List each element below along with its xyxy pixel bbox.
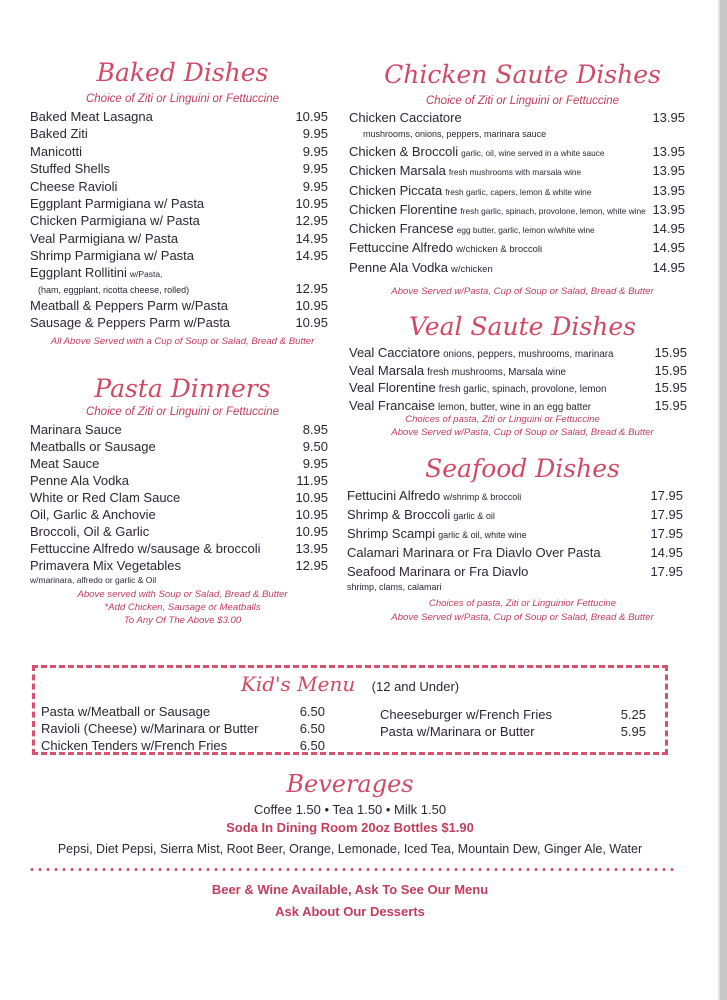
item-name bbox=[30, 297, 228, 315]
item-description: w/shrimp & broccoli bbox=[443, 492, 522, 502]
menu-item bbox=[30, 472, 328, 489]
item-name bbox=[30, 489, 180, 506]
item-subdescription: shrimp, clams, calamari bbox=[347, 582, 442, 592]
item-price: 9.95 bbox=[302, 178, 328, 194]
item-title: Veal Marsala bbox=[349, 362, 425, 378]
item-price: 14.95 bbox=[295, 248, 328, 264]
beverages-line-1: Coffee 1.50 • Tea 1.50 • Milk 1.50 bbox=[253, 802, 447, 817]
rollitini-detail-row bbox=[30, 280, 328, 297]
pasta-subtitle: Choice of Ziti or Linguini or Fettuccine bbox=[85, 406, 280, 418]
item-name bbox=[30, 314, 230, 332]
item-title: Veal Florentine bbox=[349, 380, 436, 395]
menu-item bbox=[349, 397, 687, 415]
item-name bbox=[30, 557, 181, 574]
item-price: 6.50 bbox=[299, 721, 325, 736]
kids-left-list bbox=[41, 703, 325, 754]
item-name bbox=[30, 540, 261, 557]
item-price: 6.50 bbox=[299, 704, 325, 719]
menu-item bbox=[30, 438, 328, 455]
item-price: 8.95 bbox=[302, 422, 328, 437]
pasta-note-2: *Add Chicken, Sausage or Meatballs bbox=[104, 602, 261, 613]
item-price: 14.95 bbox=[650, 545, 683, 560]
item-name bbox=[30, 472, 129, 489]
item-description: lemon, butter, wine in an egg batter bbox=[438, 401, 592, 413]
item-price: 13.95 bbox=[652, 144, 685, 159]
item-name bbox=[30, 108, 153, 125]
item-price: 15.95 bbox=[654, 345, 687, 360]
menu-item bbox=[380, 706, 646, 723]
kids-menu-box bbox=[32, 665, 668, 755]
item-price: 12.95 bbox=[295, 280, 328, 296]
item-name bbox=[30, 523, 149, 540]
menu-item bbox=[30, 108, 328, 125]
item-title: Chicken Francese bbox=[349, 221, 454, 237]
item-price: 14.95 bbox=[652, 259, 685, 275]
seafood-note-1: Choices of pasta, Ziti or Linguinior Fettucine bbox=[428, 598, 617, 609]
item-description: w/chicken & broccoli bbox=[456, 244, 543, 256]
item-title: Cheese Ravioli bbox=[30, 178, 118, 194]
menu-item bbox=[30, 557, 328, 574]
item-name bbox=[30, 212, 200, 229]
item-title: Calamari Marinara or Fra Diavlo Over Pasta bbox=[347, 545, 601, 560]
item-price: 12.95 bbox=[295, 213, 328, 229]
item-title: Pasta w/Meatball or Sausage bbox=[41, 704, 211, 719]
item-price: 9.95 bbox=[302, 143, 328, 159]
item-title: Pasta w/Marinara or Butter bbox=[380, 724, 535, 739]
item-name bbox=[380, 723, 535, 740]
item-description: w/chicken bbox=[451, 263, 493, 275]
item-title: Chicken Cacciatore bbox=[349, 110, 462, 125]
item-name bbox=[30, 125, 88, 142]
item-title: Oil, Garlic & Anchovie bbox=[30, 507, 156, 522]
item-price: 6.50 bbox=[299, 738, 325, 753]
veal-title: Veal Saute Dishes bbox=[409, 312, 636, 341]
veal-note-1: Choices of pasta, Ziti or Linguini or Fettuccine bbox=[405, 414, 600, 425]
menu-item bbox=[30, 212, 328, 229]
kids-right-list bbox=[380, 706, 646, 740]
item-name bbox=[30, 506, 156, 523]
item-price: 17.95 bbox=[650, 488, 683, 503]
item-price: 5.25 bbox=[620, 707, 646, 722]
item-price: 13.95 bbox=[652, 182, 685, 198]
pasta-title: Pasta Dinners bbox=[94, 374, 271, 403]
item-title: Chicken Marsala bbox=[349, 163, 446, 179]
menu-item bbox=[349, 110, 685, 126]
beverages-line-2: Soda In Dining Room 20oz Bottles $1.90 bbox=[226, 820, 474, 835]
item-price: 11.95 bbox=[296, 473, 328, 488]
item-title: Ravioli (Cheese) w/Marinara or Butter bbox=[41, 721, 259, 736]
menu-item bbox=[349, 142, 685, 161]
item-description: fresh garlic, spinach, provolone, lemon bbox=[438, 384, 607, 395]
pasta-note-1: Above served with Soup or Salad, Bread & Butter bbox=[77, 589, 288, 600]
menu-item bbox=[30, 195, 328, 212]
item-title: Chicken Piccata bbox=[349, 182, 443, 198]
item-price: 5.95 bbox=[620, 724, 646, 739]
item-title: Stuffed Shells bbox=[30, 161, 110, 177]
item-title: Shrimp & Broccoli bbox=[347, 507, 451, 522]
menu-item bbox=[349, 219, 685, 238]
item-title: Fettuccine Alfredo bbox=[349, 240, 454, 256]
baked-subtitle: Choice of Ziti or Linguini or Fettuccine bbox=[85, 93, 280, 105]
menu-item bbox=[349, 362, 687, 380]
menu-item bbox=[349, 238, 685, 257]
menu-item bbox=[30, 143, 328, 160]
chicken-list bbox=[349, 110, 685, 277]
menu-item bbox=[347, 486, 683, 505]
item-title: Veal Francaise bbox=[349, 397, 435, 413]
item-name bbox=[347, 543, 601, 562]
item-title: Chicken Parmigiana w/ Pasta bbox=[30, 213, 200, 229]
item-title: Eggplant Parmigiana w/ Pasta bbox=[30, 195, 205, 211]
item-name bbox=[30, 143, 82, 160]
beverages-title: Beverages bbox=[286, 770, 414, 798]
menu-item bbox=[347, 562, 683, 581]
menu-item bbox=[347, 505, 683, 524]
menu-item bbox=[349, 161, 685, 180]
item-description: fresh mushrooms, Marsala wine bbox=[427, 366, 566, 378]
item-price: 10.95 bbox=[295, 524, 328, 539]
item-name bbox=[41, 703, 210, 720]
menu-item bbox=[41, 720, 325, 737]
item-name bbox=[349, 200, 646, 221]
item-title: Chicken Tenders w/French Fries bbox=[41, 738, 228, 753]
kids-title-row bbox=[35, 674, 665, 696]
item-price: 13.95 bbox=[652, 201, 685, 217]
item-description: fresh garlic, spinach, provolone, lemon, white wine bbox=[460, 205, 646, 216]
item-name bbox=[30, 178, 117, 195]
item-price: 9.50 bbox=[302, 439, 328, 454]
footer-line-2: Ask About Our Desserts bbox=[275, 904, 425, 919]
menu-item bbox=[380, 723, 646, 740]
item-price: 17.95 bbox=[650, 507, 683, 522]
item-title: Penne Ala Vodka bbox=[30, 473, 130, 488]
menu-item bbox=[41, 703, 325, 720]
item-name bbox=[41, 737, 227, 754]
item-price: 10.95 bbox=[295, 315, 328, 331]
item-name bbox=[347, 505, 495, 526]
item-title: White or Red Clam Sauce bbox=[30, 490, 181, 505]
item-price: 10.95 bbox=[295, 297, 328, 313]
item-name bbox=[30, 195, 204, 212]
item-price: 10.95 bbox=[295, 490, 328, 505]
item-name bbox=[349, 181, 591, 202]
item-price: 17.95 bbox=[650, 564, 683, 579]
page-edge bbox=[720, 0, 727, 1000]
menu-item bbox=[349, 181, 685, 200]
menu-item bbox=[30, 297, 328, 315]
item-subdescription: (ham, eggplant, ricotta cheese, rolled) bbox=[38, 284, 190, 295]
baked-title: Baked Dishes bbox=[96, 58, 269, 87]
item-price: 14.95 bbox=[652, 221, 685, 237]
menu-item bbox=[30, 265, 328, 280]
item-title: Chicken Florentine bbox=[349, 201, 458, 217]
item-title: Broccoli, Oil & Garlic bbox=[30, 524, 150, 539]
item-title: Baked Meat Lasagna bbox=[30, 109, 153, 124]
item-title: Cheeseburger w/French Fries bbox=[380, 707, 552, 722]
item-title: Manicotti bbox=[30, 143, 83, 159]
item-name bbox=[349, 238, 542, 259]
menu-item bbox=[349, 379, 687, 397]
item-price: 10.95 bbox=[295, 507, 328, 522]
footer-line-1: Beer & Wine Available, Ask To See Our Menu bbox=[211, 882, 489, 897]
item-title: Sausage & Peppers Parm w/Pasta bbox=[30, 315, 231, 331]
menu-item bbox=[30, 160, 328, 177]
menu-item bbox=[30, 523, 328, 540]
item-name bbox=[380, 706, 552, 723]
menu-item bbox=[30, 540, 328, 557]
item-name bbox=[30, 421, 122, 438]
menu-item bbox=[30, 506, 328, 523]
menu-item bbox=[349, 200, 685, 219]
menu-item bbox=[30, 314, 328, 332]
menu-item bbox=[347, 543, 683, 562]
menu-item bbox=[30, 421, 328, 438]
item-title: Seafood Marinara or Fra Diavlo bbox=[347, 564, 529, 579]
item-description: garlic, oil, wine served in a white sauce bbox=[461, 148, 605, 158]
item-title: Eggplant Rollitini bbox=[30, 264, 127, 280]
item-description: fresh garlic, capers, lemon & white wine bbox=[445, 186, 592, 197]
beverages-line-3: Pepsi, Diet Pepsi, Sierra Mist, Root Beer, Orange, Lemonade, Iced Tea, Mountain Dew, Ginger Ale, Water bbox=[57, 842, 643, 856]
seafood-list bbox=[347, 486, 683, 594]
item-name bbox=[349, 219, 595, 240]
item-price: 9.95 bbox=[302, 161, 328, 177]
item-name bbox=[347, 562, 528, 581]
item-name bbox=[349, 258, 493, 279]
item-price: 15.95 bbox=[654, 362, 687, 378]
item-price: 15.95 bbox=[654, 380, 687, 395]
item-price: 13.95 bbox=[295, 541, 328, 556]
item-price: 10.95 bbox=[295, 195, 328, 211]
item-title: Veal Cacciatore bbox=[349, 345, 441, 360]
item-name bbox=[41, 720, 258, 737]
item-name bbox=[349, 142, 605, 163]
chicken-subtitle: Choice of Ziti or Linguini or Fettuccine bbox=[425, 95, 620, 107]
item-name bbox=[30, 247, 194, 264]
item-name bbox=[347, 524, 527, 545]
chicken-title: Chicken Saute Dishes bbox=[384, 60, 661, 89]
item-title: Baked Ziti bbox=[30, 126, 88, 142]
pasta-list bbox=[30, 421, 328, 586]
item-price: 14.95 bbox=[295, 230, 328, 246]
item-name bbox=[30, 455, 99, 472]
item-description: egg butter, garlic, lemon w/white wine bbox=[456, 225, 595, 236]
menu-item bbox=[30, 230, 328, 247]
item-price: 10.95 bbox=[295, 109, 328, 124]
item-title: Veal Parmigiana w/ Pasta bbox=[30, 230, 179, 246]
item-description: onions, peppers, mushrooms, marinara bbox=[443, 349, 614, 360]
menu-item bbox=[30, 178, 328, 195]
item-price: 12.95 bbox=[295, 558, 328, 573]
item-description: fresh mushrooms with marsala wine bbox=[448, 167, 582, 178]
seafood-title: Seafood Dishes bbox=[425, 454, 620, 483]
chicken-note: Above Served w/Pasta, Cup of Soup or Salad, Bread & Butter bbox=[391, 286, 654, 297]
item-name bbox=[30, 230, 178, 247]
item-price: 13.95 bbox=[652, 110, 685, 125]
item-title: Chicken & Broccoli bbox=[349, 144, 459, 159]
item-name bbox=[30, 160, 110, 177]
seafood-note-2: Above Served w/Pasta, Cup of Soup or Salad, Bread & Butter bbox=[391, 612, 654, 623]
dotted-divider bbox=[28, 868, 676, 871]
menu-item bbox=[349, 344, 687, 362]
item-title: Penne Ala Vodka bbox=[349, 259, 449, 275]
menu-item bbox=[347, 524, 683, 543]
item-title: Shrimp Scampi bbox=[347, 526, 436, 541]
baked-list bbox=[30, 108, 328, 332]
pasta-note-3: To Any Of The Above $3.00 bbox=[123, 615, 242, 626]
kids-subtitle: (12 and Under) bbox=[371, 679, 460, 694]
veal-note-2: Above Served w/Pasta, Cup of Soup or Salad, Bread & Butter bbox=[391, 427, 654, 438]
item-price: 14.95 bbox=[652, 240, 685, 256]
item-price: 17.95 bbox=[650, 526, 683, 541]
menu-item bbox=[30, 125, 328, 142]
item-title: Marinara Sauce bbox=[30, 422, 122, 437]
item-title: Meatball & Peppers Parm w/Pasta bbox=[30, 297, 228, 313]
item-title: Shrimp Parmigiana w/ Pasta bbox=[30, 248, 195, 264]
menu-item bbox=[30, 247, 328, 264]
item-name bbox=[30, 438, 156, 455]
item-description: garlic & oil bbox=[453, 511, 495, 521]
item-description: w/Pasta, bbox=[129, 268, 163, 279]
item-name bbox=[347, 486, 521, 507]
item-price: 15.95 bbox=[654, 397, 687, 413]
item-description: garlic & oil, white wine bbox=[438, 530, 527, 540]
item-name bbox=[349, 161, 581, 182]
menu-item bbox=[30, 455, 328, 472]
menu-item bbox=[41, 737, 325, 754]
item-title: Meatballs or Sausage bbox=[30, 439, 156, 454]
item-title: Fettuccine Alfredo w/sausage & broccoli bbox=[30, 541, 261, 556]
kids-title: Kid's Menu bbox=[240, 672, 356, 696]
baked-note: All Above Served with a Cup of Soup or Salad, Bread & Butter bbox=[50, 336, 315, 347]
item-subdescription: w/marinara, alfredo or garlic & Oil bbox=[30, 575, 157, 585]
item-title: Fettucini Alfredo bbox=[347, 488, 441, 503]
veal-list bbox=[349, 344, 687, 414]
item-title: Meat Sauce bbox=[30, 456, 100, 471]
item-price: 13.95 bbox=[652, 163, 685, 179]
item-price: 9.95 bbox=[302, 126, 328, 142]
item-name bbox=[30, 265, 162, 282]
menu-item bbox=[349, 258, 685, 277]
item-subdescription: mushrooms, onions, peppers, marinara sauce bbox=[363, 129, 547, 139]
item-price: 9.95 bbox=[302, 456, 328, 471]
item-title: Primavera Mix Vegetables bbox=[30, 558, 182, 573]
menu-item bbox=[30, 489, 328, 506]
item-name bbox=[349, 110, 462, 126]
